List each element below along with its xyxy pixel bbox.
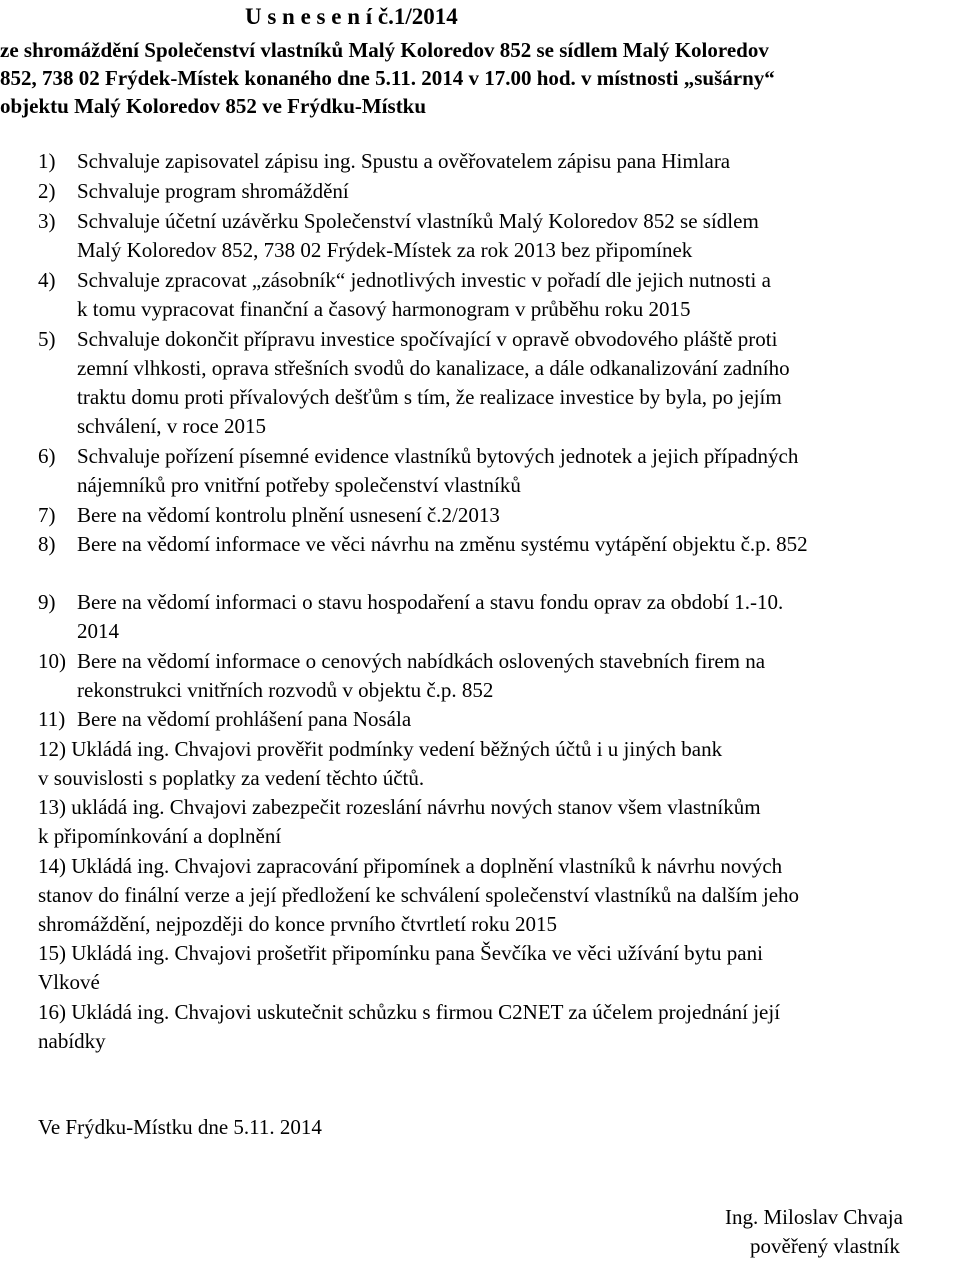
- signature-name: Ing. Miloslav Chvaja: [725, 1205, 903, 1229]
- item-text: 13) ukládá ing. Chvajovi zabezpečit rozeslání návrhu nových stanov všem vlastníkům: [38, 795, 761, 819]
- item-text: Schvaluje pořízení písemné evidence vlastníků bytových jednotek a jejich případných: [77, 444, 799, 468]
- item-text: 2014: [77, 619, 119, 643]
- item-text: nájemníků pro vnitřní potřeby společenství vlastníků: [77, 473, 521, 497]
- item-text: k tomu vypracovat finanční a časový harmonogram v průběhu roku 2015: [77, 297, 691, 321]
- item-number: 11): [38, 707, 66, 731]
- item-text: Vlkové: [38, 970, 100, 994]
- signature-role: pověřený vlastník: [750, 1234, 900, 1258]
- item-text: k připomínkování a doplnění: [38, 824, 282, 848]
- place-and-date: Ve Frýdku-Místku dne 5.11. 2014: [38, 1115, 322, 1139]
- item-number: 4): [38, 268, 56, 292]
- item-text: rekonstrukci vnitřních rozvodů v objektu č.p. 852: [77, 678, 494, 702]
- item-text: zemní vlhkosti, oprava střešních svodů do kanalizace, a dále odkanalizování zadního: [77, 356, 790, 380]
- item-text: Malý Koloredov 852, 738 02 Frýdek-Místek za rok 2013 bez připomínek: [77, 238, 693, 262]
- item-text: Schvaluje zapisovatel zápisu ing. Spustu a ověřovatelem zápisu pana Himlara: [77, 149, 731, 173]
- item-text: Schvaluje zpracovat „zásobník“ jednotlivých investic v pořadí dle jejich nutnosti a: [77, 268, 771, 292]
- item-text: Bere na vědomí informace o cenových nabídkách oslovených stavebních firem na: [77, 649, 766, 673]
- item-number: 5): [38, 327, 56, 351]
- item-text: Schvaluje program shromáždění: [77, 179, 349, 203]
- item-text: 12) Ukládá ing. Chvajovi prověřit podmínky vedení běžných účtů i u jiných bank: [38, 737, 723, 761]
- item-text: Bere na vědomí kontrolu plnění usnesení č.2/2013: [77, 503, 500, 527]
- item-number: 3): [38, 209, 56, 233]
- document-title: U s n e s e n í č.1/2014: [245, 4, 458, 29]
- item-text: schválení, v roce 2015: [77, 414, 266, 438]
- item-text: v souvislosti s poplatky za vedení těchto účtů.: [38, 766, 425, 790]
- item-text: Bere na vědomí informaci o stavu hospodaření a stavu fondu oprav za období 1.-10.: [77, 590, 784, 614]
- item-text: traktu domu proti přívalových dešťům s tím, že realizace investice by byla, po jejím: [77, 385, 782, 409]
- item-text: 16) Ukládá ing. Chvajovi uskutečnit schůzku s firmou C2NET za účelem projednání její: [38, 1000, 781, 1024]
- item-text: shromáždění, nejpozději do konce prvního čtvrtletí roku 2015: [38, 912, 558, 936]
- item-text: Schvaluje dokončit přípravu investice spočívající v opravě obvodového pláště proti: [77, 327, 778, 351]
- item-text: stanov do finální verze a její předložení ke schválení společenství vlastníků na dalším jeho: [38, 883, 800, 907]
- header-line: objektu Malý Koloredov 852 ve Frýdku-Místku: [0, 94, 427, 118]
- item-text: Schvaluje účetní uzávěrku Společenství vlastníků Malý Koloredov 852 se sídlem: [77, 209, 759, 233]
- header-line: ze shromáždění Společenství vlastníků Malý Koloredov 852 se sídlem Malý Koloredov: [0, 38, 769, 62]
- item-text: nabídky: [38, 1029, 106, 1053]
- item-text: Bere na vědomí prohlášení pana Nosála: [77, 707, 412, 731]
- item-number: 2): [38, 179, 56, 203]
- item-text: Bere na vědomí informace ve věci návrhu na změnu systému vytápění objektu č.p. 852: [77, 532, 808, 556]
- item-number: 7): [38, 503, 56, 527]
- item-number: 9): [38, 590, 56, 614]
- item-number: 1): [38, 149, 56, 173]
- item-text: 14) Ukládá ing. Chvajovi zapracování připomínek a doplnění vlastníků k návrhu nových: [38, 854, 783, 878]
- item-number: 6): [38, 444, 56, 468]
- header-line: 852, 738 02 Frýdek-Místek konaného dne 5.11. 2014 v 17.00 hod. v místnosti „sušárny“: [0, 66, 775, 90]
- item-number: 10): [38, 649, 66, 673]
- item-number: 8): [38, 532, 56, 556]
- item-text: 15) Ukládá ing. Chvajovi prošetřit připomínku pana Ševčíka ve věci užívání bytu pani: [38, 941, 763, 965]
